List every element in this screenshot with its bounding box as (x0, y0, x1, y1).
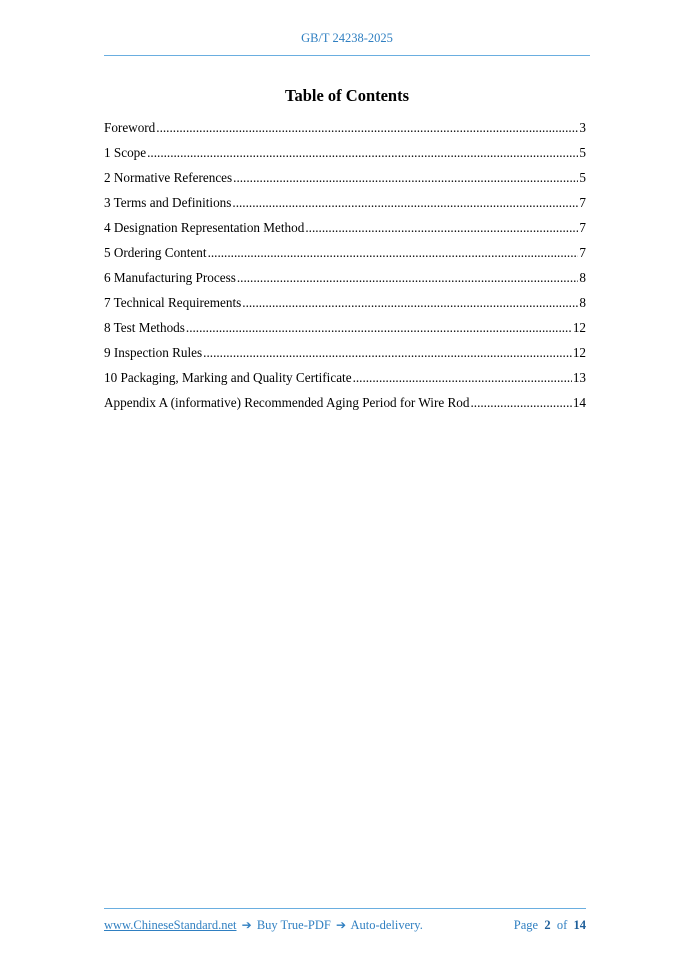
dot-leader (208, 245, 579, 261)
buy-text: Buy True-PDF (256, 918, 331, 932)
toc-entry-label: 4 Designation Representation Method (104, 220, 305, 235)
toc-entry-technical-requirements[interactable] (104, 295, 586, 320)
dot-leader (147, 145, 578, 161)
toc-list (104, 120, 586, 420)
toc-entry-page: 7 (579, 245, 586, 260)
toc-entry-normative-references[interactable] (104, 170, 586, 195)
right-arrow-icon: ➔ (241, 918, 252, 932)
dot-leader (242, 295, 578, 311)
page-word: Page (513, 918, 539, 932)
toc-entry-label: 7 Technical Requirements (104, 295, 242, 310)
toc-entry-label: 3 Terms and Definitions (104, 195, 232, 210)
toc-entry-inspection-rules[interactable] (104, 345, 586, 370)
footer-promo (104, 918, 423, 933)
footer-divider (104, 908, 586, 909)
toc-entry-page: 7 (579, 220, 586, 235)
dot-leader (203, 345, 572, 361)
dot-leader (237, 270, 579, 286)
toc-entry-page: 14 (572, 395, 586, 410)
dot-leader (232, 195, 578, 211)
toc-entry-label: 8 Test Methods (104, 320, 185, 335)
header-divider (104, 55, 590, 56)
toc-entry-label: Foreword (104, 120, 156, 135)
page-indicator (514, 918, 586, 933)
right-arrow-icon: ➔ (335, 918, 346, 932)
toc-entry-label: 1 Scope (104, 145, 147, 160)
dot-leader (470, 395, 571, 411)
toc-entry-designation-method[interactable] (104, 220, 586, 245)
toc-entry-page: 12 (572, 345, 586, 360)
dot-leader (186, 320, 572, 336)
toc-entry-page: 5 (579, 145, 586, 160)
toc-entry-page: 8 (579, 295, 586, 310)
toc-entry-test-methods[interactable] (104, 320, 586, 345)
page-header (104, 31, 590, 46)
toc-entry-appendix-a[interactable] (104, 395, 586, 420)
toc-entry-ordering-content[interactable] (104, 245, 586, 270)
dot-leader (305, 220, 578, 236)
toc-entry-label: Appendix A (informative) Recommended Aging Period for Wire Rod (104, 395, 470, 410)
toc-entry-page: 3 (579, 120, 586, 135)
dot-leader (233, 170, 578, 186)
toc-entry-terms-and-definitions[interactable] (104, 195, 586, 220)
toc-entry-label: 5 Ordering Content (104, 245, 207, 260)
of-word: of (556, 918, 568, 932)
toc-entry-page: 5 (579, 170, 586, 185)
toc-entry-scope[interactable] (104, 145, 586, 170)
toc-entry-page: 7 (579, 195, 586, 210)
toc-entry-label: 6 Manufacturing Process (104, 270, 236, 285)
toc-entry-label: 9 Inspection Rules (104, 345, 203, 360)
total-pages-number: 14 (573, 918, 586, 932)
dot-leader (353, 370, 572, 386)
dot-leader (156, 120, 578, 136)
toc-entry-packaging-marking[interactable] (104, 370, 586, 395)
toc-entry-foreword[interactable] (104, 120, 586, 145)
site-link[interactable]: www.ChineseStandard.net (104, 918, 237, 932)
toc-entry-page: 13 (572, 370, 586, 385)
current-page-number: 2 (544, 918, 551, 932)
delivery-text: Auto-delivery. (350, 918, 423, 932)
toc-entry-label: 2 Normative References (104, 170, 233, 185)
standard-number: GB/T 24238-2025 (301, 31, 393, 45)
toc-entry-page: 8 (579, 270, 586, 285)
toc-entry-page: 12 (572, 320, 586, 335)
toc-title: Table of Contents (284, 86, 410, 105)
toc-entry-label: 10 Packaging, Marking and Quality Certificate (104, 370, 352, 385)
toc-entry-manufacturing-process[interactable] (104, 270, 586, 295)
